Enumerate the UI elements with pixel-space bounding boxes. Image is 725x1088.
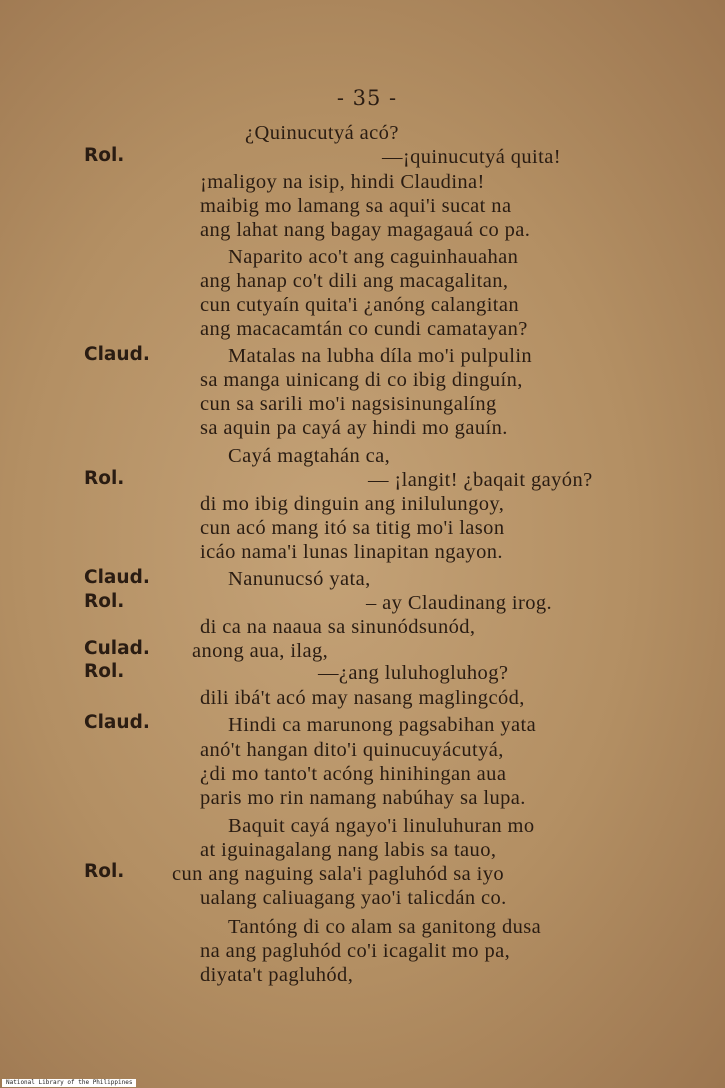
verse-line: anong aua, ilag, xyxy=(192,640,329,662)
verse-line: Tantóng di co alam sa ganitong dusa xyxy=(228,916,542,938)
verse-line: sa manga uinicang di co ibig dinguín, xyxy=(200,369,523,391)
verse-line: – ay Claudinang irog. xyxy=(366,592,553,614)
speaker-label: Culad. xyxy=(84,638,150,659)
verse-line: paris mo rin namang nabúhay sa lupa. xyxy=(200,787,526,809)
verse-line: —¡quinucutyá quita! xyxy=(382,146,561,168)
verse-line: maibig mo lamang sa aqui'i sucat na xyxy=(200,195,512,217)
speaker-label: Claud. xyxy=(84,712,150,733)
verse-line: Cayá magtahán ca, xyxy=(228,445,391,467)
verse-line: cun cutyaín quita'i ¿anóng calangitan xyxy=(200,294,520,316)
library-watermark: National Library of the Philippines xyxy=(2,1079,136,1087)
verse-line: Baquit cayá ngayo'i linuluhuran mo xyxy=(228,815,535,837)
verse-line: — ¡langit! ¿baqait gayón? xyxy=(368,469,593,491)
speaker-label: Claud. xyxy=(84,344,150,365)
verse-line: ¿di mo tanto't acóng hinihingan aua xyxy=(200,763,507,785)
speaker-label: Rol. xyxy=(84,145,125,166)
verse-line: ¡maligoy na isip, hindi Claudina! xyxy=(200,171,485,193)
verse-line: icáo nama'i lunas linapitan ngayon. xyxy=(200,541,503,563)
verse-line: Hindi ca marunong pagsabihan yata xyxy=(228,714,537,736)
verse-line: ang hanap co't dili ang macagalitan, xyxy=(200,270,509,292)
verse-line: anó't hangan dito'i quinucuyácutyá, xyxy=(200,739,504,761)
speaker-label: Claud. xyxy=(84,567,150,588)
verse-line: cun sa sarili mo'i nagsisinungalíng xyxy=(200,393,497,415)
speaker-label: Rol. xyxy=(84,861,125,882)
verse-line: di ca na naaua sa sinunódsunód, xyxy=(200,616,476,638)
speaker-label: Rol. xyxy=(84,661,125,682)
verse-line: ualang caliuagang yao'i talicdán co. xyxy=(200,887,507,909)
verse-line: —¿ang luluhogluhog? xyxy=(318,662,509,684)
verse-line: cun acó mang itó sa titig mo'i lason xyxy=(200,517,505,539)
verse-line: Nanunucsó yata, xyxy=(228,568,371,590)
page-number: - 35 - xyxy=(336,86,398,110)
verse-line: at iguinagalang nang labis sa tauo, xyxy=(200,839,497,861)
verse-line: Naparito aco't ang caguinhauahan xyxy=(228,246,519,268)
verse-line: ¿Quinucutyá acó? xyxy=(245,122,399,144)
speaker-label: Rol. xyxy=(84,468,125,489)
verse-line: ang macacamtán co cundi camatayan? xyxy=(200,318,528,340)
speaker-label: Rol. xyxy=(84,591,125,612)
verse-line: na ang pagluhód co'i icagalit mo pa, xyxy=(200,940,511,962)
verse-line: ang lahat nang bagay magagauá co pa. xyxy=(200,219,531,241)
verse-line: Matalas na lubha díla mo'i pulpulin xyxy=(228,345,533,367)
verse-line: cun ang naguing sala'i pagluhód sa iyo xyxy=(172,863,505,885)
verse-line: di mo ibig dinguin ang inilulungoy, xyxy=(200,493,505,515)
verse-line: dili ibá't acó may nasang maglingcód, xyxy=(200,687,525,709)
verse-line: sa aquin pa cayá ay hindi mo gauín. xyxy=(200,417,508,439)
verse-line: diyata't pagluhód, xyxy=(200,964,354,986)
